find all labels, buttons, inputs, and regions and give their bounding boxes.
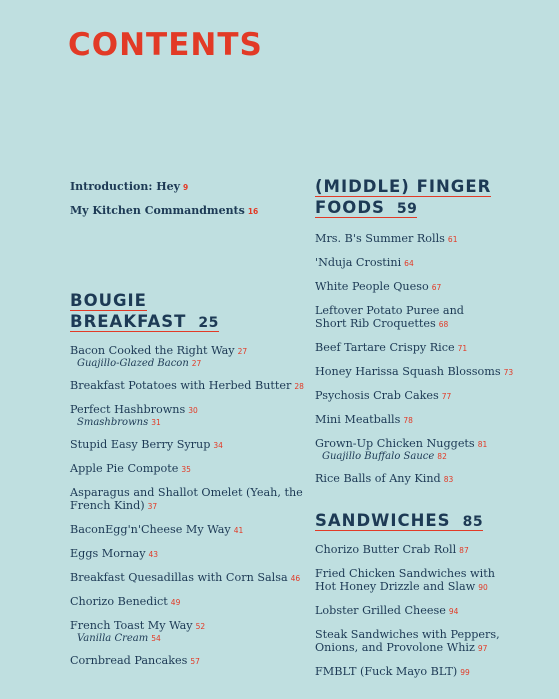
toc-entry[interactable]: Grown-Up Chicken Nuggets 81 (315, 437, 488, 450)
toc-subentry[interactable]: Guajillo-Glazed Bacon 27 (77, 358, 202, 369)
toc-entry[interactable]: 'Nduja Crostini 64 (315, 256, 414, 269)
toc-entry[interactable]: Stupid Easy Berry Syrup 34 (70, 438, 223, 451)
toc-subentry[interactable]: Guajillo Buffalo Sauce 82 (322, 451, 447, 462)
page-number: 94 (448, 607, 459, 616)
toc-entry[interactable]: Chorizo Butter Crab Roll 87 (315, 543, 469, 556)
toc-entry[interactable]: Rice Balls of Any Kind 83 (315, 472, 454, 485)
page-number: 30 (188, 406, 198, 415)
toc-entry[interactable]: Beef Tartare Crispy Rice 71 (315, 341, 468, 354)
toc-entry[interactable]: White People Queso 67 (315, 280, 442, 293)
toc-entry[interactable]: Eggs Mornay 43 (70, 547, 159, 560)
page-number: 97 (477, 644, 488, 653)
page-number: 64 (404, 259, 414, 268)
toc-entry-introduction[interactable] (70, 180, 305, 194)
toc-entry[interactable]: French Toast My Way 52 (70, 619, 206, 632)
section-heading-sandwiches[interactable] (315, 510, 550, 533)
page-number: 82 (437, 452, 447, 461)
toc-entry[interactable]: FMBLT (Fuck Mayo BLT) 99 (315, 665, 470, 678)
finger-foods-list (315, 232, 550, 486)
toc-entry[interactable]: Asparagus and Shallot Omelet (Yeah, the French Kind) 37 (70, 486, 303, 512)
page-number: 99 (460, 668, 470, 677)
page-number: 27 (237, 347, 248, 356)
page-number: 78 (403, 416, 413, 425)
toc-entry[interactable]: Breakfast Quesadillas with Corn Salsa 46 (70, 571, 301, 584)
toc-entry-commandments[interactable] (70, 204, 305, 218)
page-number: 46 (290, 574, 301, 583)
section-page-number: 59 (396, 201, 418, 217)
section-title-line: BOUGIE (70, 291, 147, 310)
toc-subentry[interactable]: Smashbrowns 31 (77, 417, 161, 428)
page-number: 87 (459, 546, 469, 555)
page-number: 41 (233, 526, 244, 535)
toc-entry[interactable]: Apple Pie Compote 35 (70, 462, 191, 475)
page-number: 61 (447, 235, 458, 244)
toc-entry[interactable]: Psychosis Crab Cakes 77 (315, 389, 452, 402)
page-number: 73 (503, 368, 514, 377)
page-number: 83 (443, 475, 454, 484)
section-title-line: FOODS (315, 198, 385, 217)
toc-entry[interactable]: Cornbread Pancakes 57 (70, 654, 200, 667)
section-page-number: 25 (198, 315, 219, 331)
sandwiches-list (315, 543, 550, 679)
entry-label: Introduction: Hey (70, 180, 181, 193)
toc-entry[interactable]: Breakfast Potatoes with Herbed Butter 28 (70, 379, 304, 392)
page-number: 77 (441, 392, 452, 401)
page-number: 16 (247, 207, 259, 216)
toc-entry[interactable]: Lobster Grilled Cheese 94 (315, 604, 459, 617)
page-number: 28 (294, 382, 304, 391)
page-number: 37 (147, 502, 158, 511)
toc-entry[interactable]: Fried Chicken Sandwiches with Hot Honey Drizzle and Slaw 90 (315, 567, 495, 593)
section-page-number: 85 (462, 514, 484, 530)
breakfast-list (70, 344, 305, 668)
toc-subentry[interactable]: Vanilla Cream 54 (77, 633, 161, 644)
page-number: 67 (431, 283, 442, 292)
page-number: 9 (183, 183, 189, 192)
page-number: 27 (191, 359, 202, 368)
section-title-line: (MIDDLE) FINGER (315, 177, 492, 196)
toc-entry[interactable]: Chorizo Benedict 49 (70, 595, 181, 608)
toc-entry[interactable]: Mini Meatballs 78 (315, 413, 413, 426)
entry-label: My Kitchen Commandments (70, 204, 245, 217)
section-title-line: BREAKFAST (70, 312, 187, 331)
page-number: 81 (477, 440, 488, 449)
toc-entry[interactable]: Perfect Hashbrowns 30 (70, 403, 198, 416)
toc-entry[interactable]: Honey Harissa Squash Blossoms 73 (315, 365, 514, 378)
toc-entry[interactable]: Leftover Potato Puree and Short Rib Croquettes 68 (315, 304, 464, 330)
section-heading-finger-foods[interactable] (315, 176, 550, 220)
section-title-line: SANDWICHES (315, 511, 451, 530)
page-number: 57 (190, 657, 200, 666)
toc-entry[interactable]: Steak Sandwiches with Peppers, Onions, and Provolone Whiz 97 (315, 628, 500, 654)
page-number: 54 (151, 634, 161, 643)
right-column (315, 176, 550, 679)
left-column (70, 180, 305, 668)
page-number: 34 (213, 441, 223, 450)
section-heading-breakfast[interactable] (70, 290, 305, 334)
page-number: 49 (170, 598, 181, 607)
page-title: CONTENTS (68, 27, 263, 63)
page-number: 31 (151, 418, 161, 427)
page-number: 90 (478, 583, 488, 592)
page-number: 52 (195, 622, 206, 631)
page-number: 35 (181, 465, 191, 474)
page-number: 68 (438, 320, 449, 329)
page-number: 71 (457, 344, 468, 353)
toc-entry[interactable]: Mrs. B's Summer Rolls 61 (315, 232, 458, 245)
page-number: 43 (148, 550, 159, 559)
toc-entry[interactable]: Bacon Cooked the Right Way 27 (70, 344, 248, 357)
toc-entry[interactable]: BaconEgg'n'Cheese My Way 41 (70, 523, 244, 536)
